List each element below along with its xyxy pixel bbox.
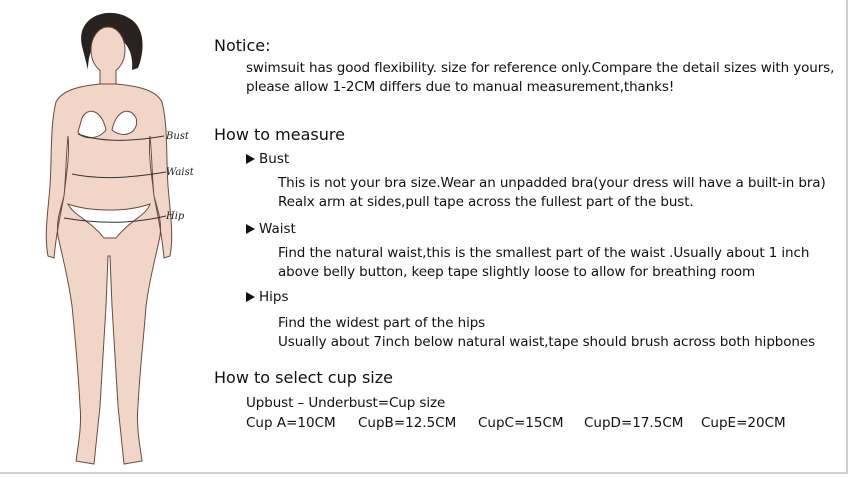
cup-size-d: CupD=17.5CM xyxy=(584,415,684,431)
bust-heading xyxy=(246,151,289,167)
notice-title: Notice: xyxy=(214,36,271,55)
body-illustration xyxy=(20,6,205,476)
waist-heading xyxy=(246,221,296,237)
cup-size-a: Cup A=10CM xyxy=(246,415,336,431)
bullet-arrow-icon xyxy=(246,154,255,164)
cup-formula: Upbust – Underbust=Cup size xyxy=(246,395,446,411)
bullet-arrow-icon xyxy=(246,224,255,234)
cup-size-b: CupB=12.5CM xyxy=(358,415,457,431)
hip-label: Hip xyxy=(166,211,185,222)
waist-line-2: above belly button, keep tape slightly loose to allow for breathing room xyxy=(278,264,756,280)
body-figure xyxy=(20,6,205,476)
cup-size-c: CupC=15CM xyxy=(478,415,564,431)
bust-label: Bust xyxy=(166,131,189,142)
cup-size-e: CupE=20CM xyxy=(701,415,786,431)
notice-line-2: please allow 1-2CM differs due to manual measurement,thanks! xyxy=(246,79,675,95)
hips-line-1: Find the widest part of the hips xyxy=(278,315,486,331)
cup-title: How to select cup size xyxy=(214,368,393,387)
measure-title: How to measure xyxy=(214,125,345,144)
bust-line-2: Realx arm at sides,pull tape across the fullest part of the bust. xyxy=(278,194,694,210)
waist-line-1: Find the natural waist,this is the smallest part of the waist .Usually about 1 inch xyxy=(278,245,810,261)
waist-heading-label: Waist xyxy=(259,221,296,237)
hips-heading xyxy=(246,289,289,305)
bust-line-1: This is not your bra size.Wear an unpadded bra(your dress will have a built-in bra) xyxy=(278,175,826,191)
waist-label: Waist xyxy=(166,167,194,178)
notice-line-1: swimsuit has good flexibility. size for reference only.Compare the detail sizes with yours, xyxy=(246,60,835,76)
hips-heading-label: Hips xyxy=(259,289,289,305)
bullet-arrow-icon xyxy=(246,292,255,302)
hips-line-2: Usually about 7inch below natural waist,tape should brush across both hipbones xyxy=(278,334,816,350)
bust-heading-label: Bust xyxy=(259,151,290,167)
